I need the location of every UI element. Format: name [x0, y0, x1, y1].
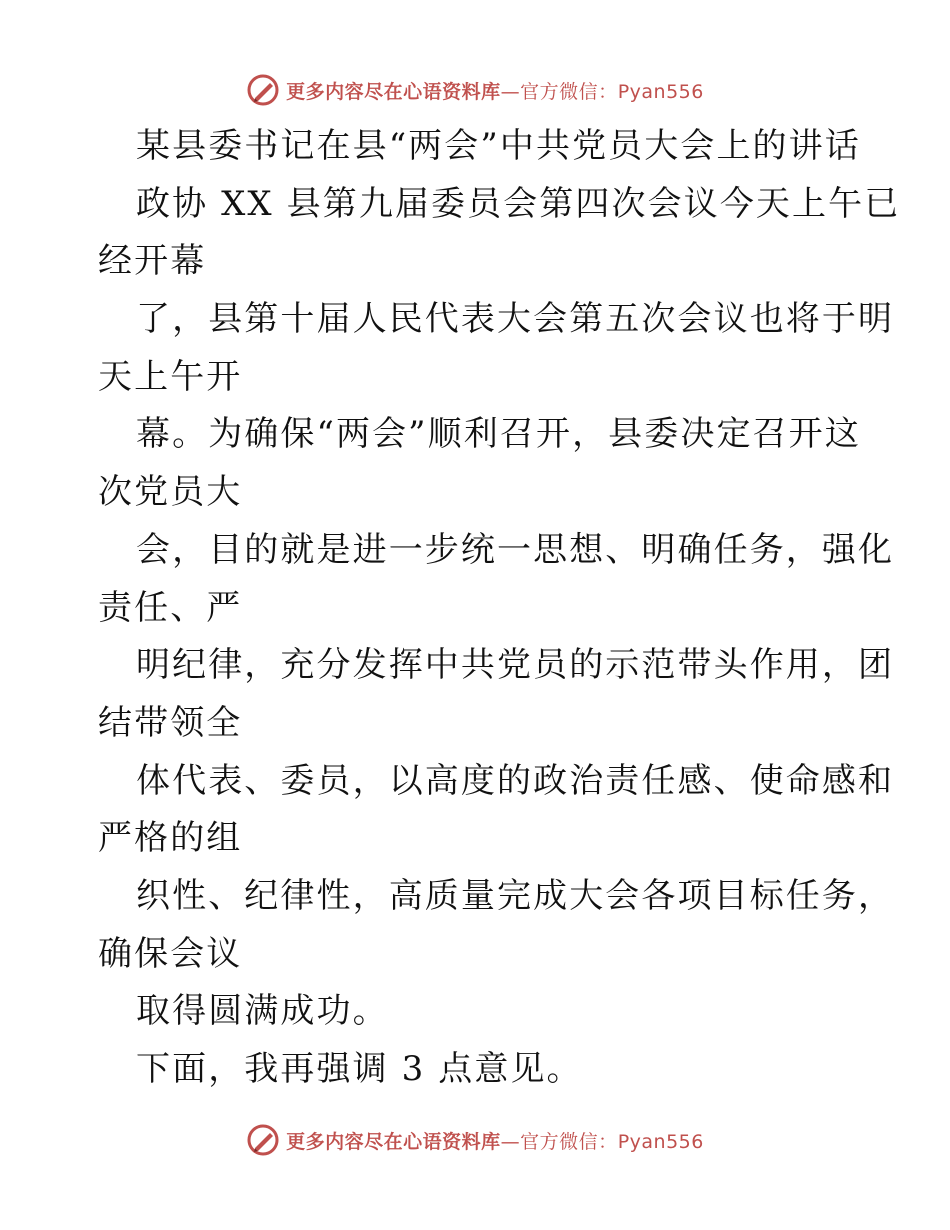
paragraph-line: 体代表、委员，以高度的政治责任感、使命感和 [136, 760, 895, 801]
watermark-wechat-label: 官方微信： [520, 1130, 618, 1153]
paragraph-line: 幕。为确保“两会”顺利召开，县委决定召开这 [136, 414, 861, 455]
watermark-text [286, 1127, 704, 1154]
paragraph-line: 织性、纪律性，高质量完成大会各项目标任务， [136, 875, 895, 916]
paragraph-line: 下面，我再强调 3 点意见。 [136, 1049, 583, 1089]
paragraph-line: 经开幕 [98, 241, 207, 282]
watermark-account: Pyan556 [617, 1130, 704, 1153]
watermark-wechat-label: 官方微信： [520, 80, 618, 103]
paragraph-line: 政协 XX 县第九届委员会第四次会议今天上午已 [136, 183, 901, 224]
paragraph-line: 取得圆满成功。 [136, 991, 389, 1032]
pen-logo-icon [246, 1123, 280, 1157]
paragraph-line: 天上午开 [98, 356, 243, 397]
footer-watermark [0, 1120, 950, 1160]
watermark-brand: 更多内容尽在心语资料库 [286, 80, 501, 103]
document-body [98, 118, 901, 1099]
watermark-text [286, 77, 704, 104]
watermark-dash: — [500, 1130, 521, 1153]
pen-logo-icon [246, 73, 280, 107]
paragraph-line: 明纪律，充分发挥中共党员的示范带头作用，团 [136, 645, 895, 686]
document-title: 某县委书记在县“两会”中共党员大会上的讲话 [136, 126, 861, 166]
paragraph-line: 会，目的就是进一步统一思想、明确任务，强化 [136, 529, 895, 570]
paragraph-line: 确保会议 [98, 933, 243, 974]
paragraph-line: 严格的组 [98, 818, 243, 859]
paragraph-line: 结带领全 [98, 702, 243, 743]
paragraph-line: 了，县第十届人民代表大会第五次会议也将于明 [136, 299, 895, 340]
paragraph-line: 责任、严 [98, 587, 243, 628]
watermark-account: Pyan556 [617, 80, 704, 103]
header-watermark [0, 70, 950, 110]
watermark-brand: 更多内容尽在心语资料库 [286, 1130, 501, 1153]
paragraph-line: 次党员大 [98, 472, 243, 513]
watermark-dash: — [500, 80, 521, 103]
